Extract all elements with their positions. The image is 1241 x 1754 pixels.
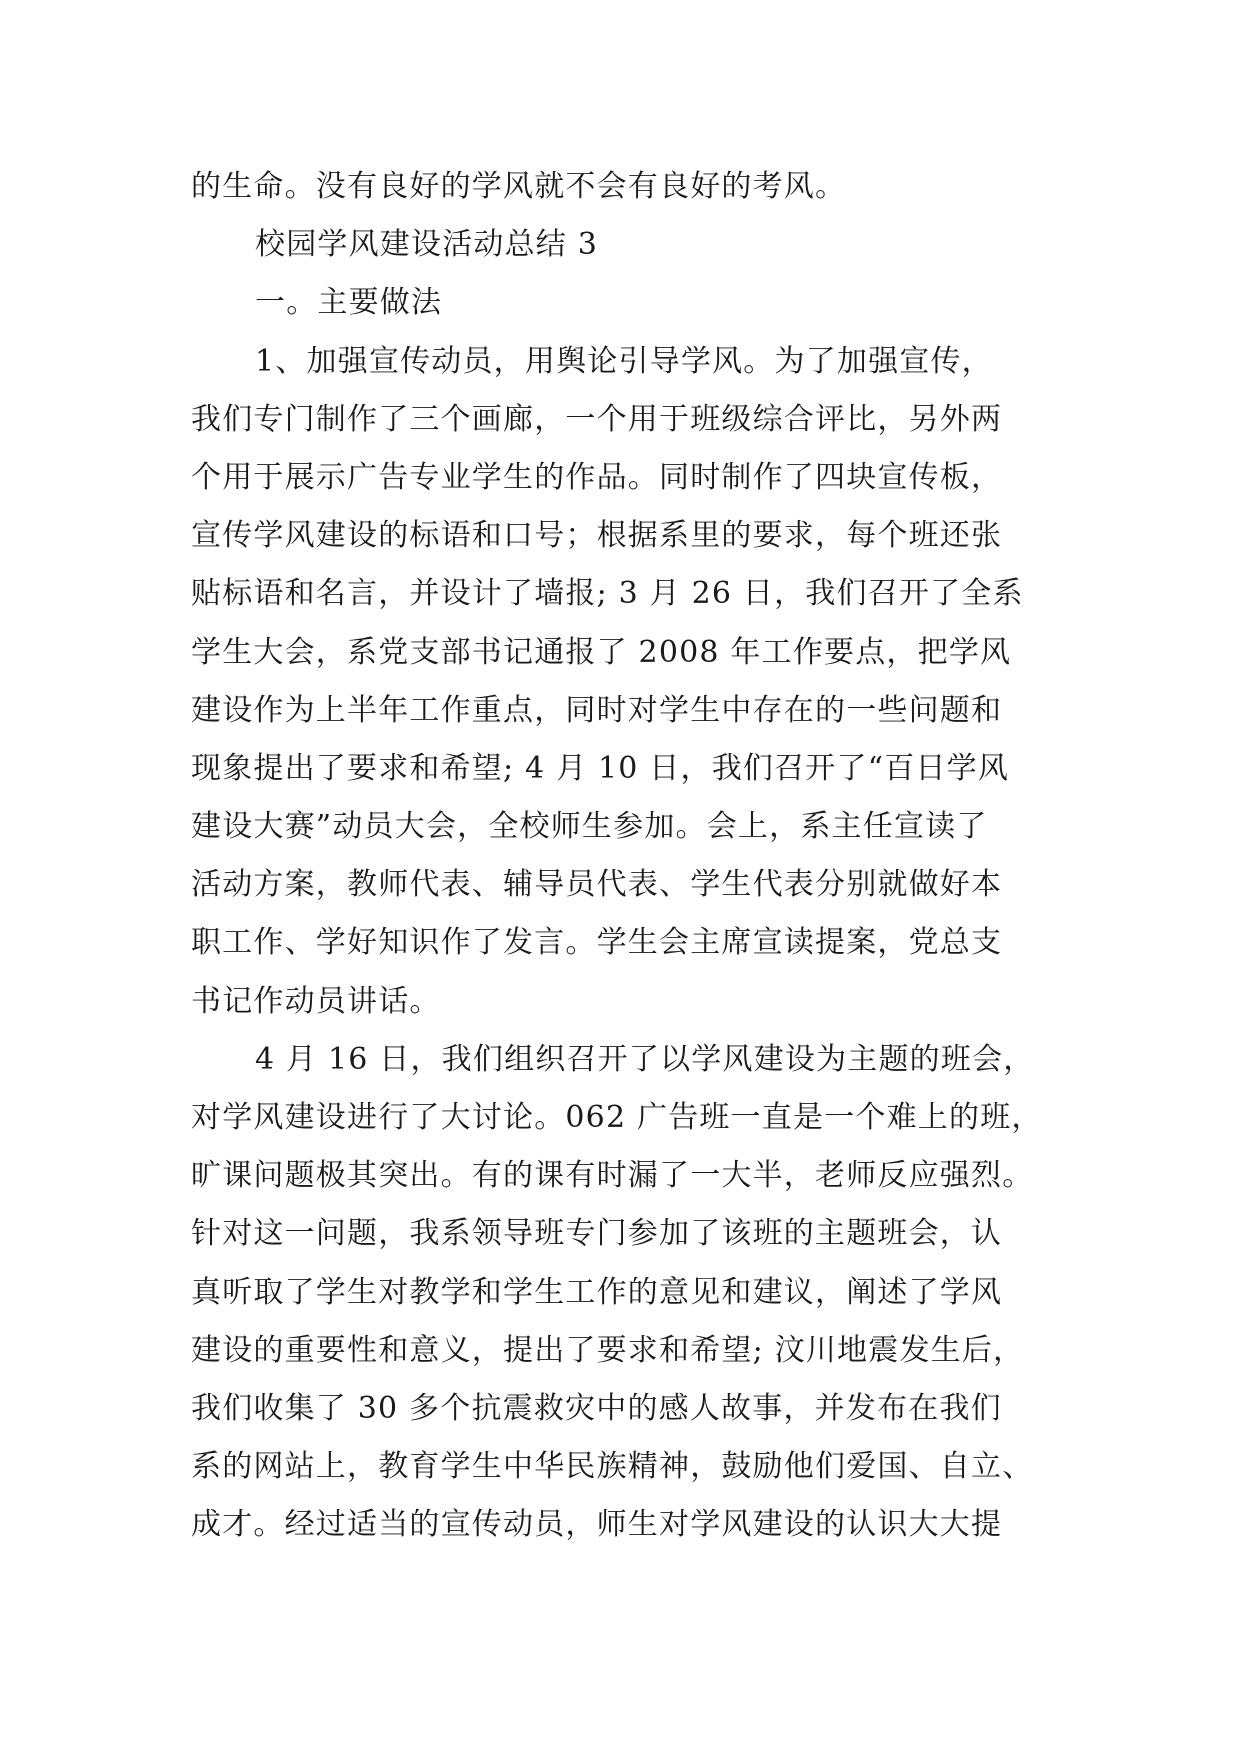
- text-line: 我们收集了 30 多个抗震救灾中的感人故事，并发布在我们: [191, 1390, 1002, 1426]
- text-line: 我们专门制作了三个画廊，一个用于班级综合评比，另外两: [191, 401, 1003, 437]
- text-line: 的生命。没有良好的学风就不会有良好的考风。: [191, 169, 847, 204]
- text-line: 1、加强宣传动员，用舆论引导学风。为了加强宣传，: [255, 343, 993, 379]
- text-line: 校园学风建设活动总结 3: [255, 227, 599, 263]
- text-line: 建设作为上半年工作重点，同时对学生中存在的一些问题和: [191, 692, 1003, 728]
- text-line: 职工作、学好知识作了发言。学生会主席宣读提案，党总支: [191, 925, 1003, 961]
- text-line: 个用于展示广告专业学生的作品。同时制作了四块宣传板，: [191, 459, 1003, 495]
- text-line: 书记作动员讲话。: [191, 983, 441, 1019]
- text-line: 4 月 16 日，我们组织召开了以学风建设为主题的班会，: [255, 1041, 1035, 1077]
- text-line: 成才。经过适当的宣传动员，师生对学风建设的认识大大提: [191, 1507, 1003, 1543]
- text-line: 对学风建设进行了大讨论。062 广告班一直是一个难上的班，: [191, 1100, 1043, 1135]
- document-body: [191, 158, 1051, 1555]
- text-line: 系的网站上，教育学生中华民族精神，鼓励他们爱国、自立、: [191, 1449, 1034, 1485]
- text-line: 贴标语和名言，并设计了墙报; 3 月 26 日，我们召开了全系: [191, 576, 1024, 612]
- text-line: 旷课问题极其突出。有的课有时漏了一大半，老师反应强烈。: [191, 1158, 1034, 1194]
- text-line: 一。主要做法: [255, 285, 443, 321]
- text-line: 针对这一问题，我系领导班专门参加了该班的主题班会，认: [191, 1216, 1003, 1252]
- text-line: 宣传学风建设的标语和口号；根据系里的要求，每个班还张: [191, 518, 1003, 554]
- text-line: 建设的重要性和意义，提出了要求和希望; 汶川地震发生后，: [191, 1332, 1025, 1368]
- text-line: 学生大会，系党支部书记通报了 2008 年工作要点，把学风: [191, 634, 1012, 670]
- text-line: 现象提出了要求和希望; 4 月 10 日，我们召开了“百日学风: [191, 750, 1010, 786]
- text-line: 活动方案，教师代表、辅导员代表、学生代表分别就做好本: [191, 867, 1003, 903]
- text-line: 建设大赛”动员大会，全校师生参加。会上，系主任宣读了: [191, 809, 988, 845]
- text-line: 真听取了学生对教学和学生工作的意见和建议，阐述了学风: [191, 1274, 1003, 1310]
